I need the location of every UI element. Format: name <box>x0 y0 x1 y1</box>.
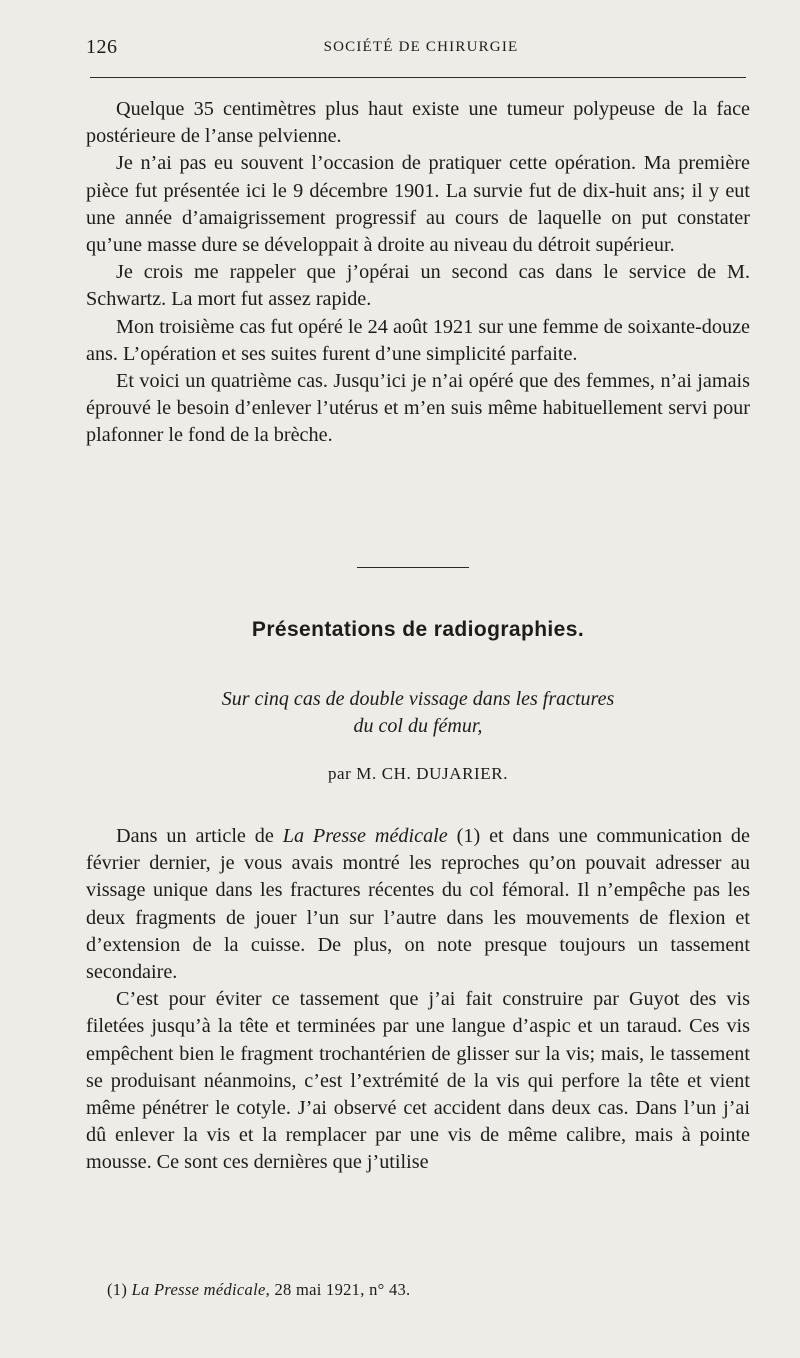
text-block-bottom <box>86 823 750 1177</box>
paragraph: Je n’ai pas eu souvent l’occasion de pratiquer cette opération. Ma première pièce fut présentée ici le 9 décembre 1901. La survie fut de dix-huit ans; il y eut une année d’amaigrissement progressif au cours de laquelle on put constater qu’une masse dure se développait à droite au niveau du détroit supérieur. <box>86 152 750 257</box>
author-byline: par M. CH. DUJARIER. <box>327 764 509 783</box>
text-block-top <box>86 96 750 450</box>
journal-reference: La Presse médicale <box>282 825 448 847</box>
paragraph: C’est pour éviter ce tassement que j’ai fait construire par Guyot des vis filetées jusqu’à la tête et terminées par une langue d’aspic et un taraud. Ces vis empêchent bien le fragment trochantérien de glisser sur la vis; mais, le tassement se produisant néanmoins, c’est l’extrémité de la vis qui perfore la tête et vient même pénétrer le cotyle. J’ai observé cet accident dans deux cas. Dans l’un j’ai dû enlever la vis et la remplacer par une vis de même calibre, mais à pointe mousse. Ce sont ces dernières que j’utilise <box>86 988 750 1174</box>
paragraph: Quelque 35 centimètres plus haut existe une tumeur polypeuse de la face postérieure de l’anse pelvienne. <box>86 98 750 148</box>
paragraph: Je crois me rappeler que j’opérai un second cas dans le service de M. Schwartz. La mort fut assez rapide. <box>86 261 750 311</box>
paragraph-text: (1) et dans une communication de février dernier, je vous avais montré les reproches qu’on pouvait adresser au vissage unique dans les fractures récentes du col fémoral. Il n’empêche pas les deux fragments de jouer l’un sur l’autre dans les mouvements de flexion et d’extension de la cuisse. De plus, on note presque toujours un tassement secondaire. <box>86 825 750 984</box>
header-rule <box>90 77 746 78</box>
article-title-line: du col du fémur, <box>353 715 483 737</box>
footnote-details: , 28 mai 1921, n° 43. <box>265 1280 411 1299</box>
paragraph <box>86 823 750 986</box>
journal-title: SOCIÉTÉ DE CHIRURGIE <box>323 39 519 55</box>
article-title <box>86 686 750 740</box>
footnote <box>107 1280 410 1300</box>
paragraph: Et voici un quatrième cas. Jusqu’ici je n’ai opéré que des femmes, n’ai jamais éprouvé le besoin d’enlever l’utérus et m’en suis même habituellement servi pour plafonner le fond de la brèche. <box>86 370 750 447</box>
paragraph: Mon troisième cas fut opéré le 24 août 1921 sur une femme de soixante-douze ans. L’opération et ses suites furent d’une simplicité parfaite. <box>86 315 750 365</box>
article-title-line: Sur cinq cas de double vissage dans les fractures <box>221 688 615 710</box>
footnote-marker: (1) <box>107 1280 132 1299</box>
section-heading: Présentations de radiographies. <box>251 618 585 641</box>
section-divider <box>357 567 469 568</box>
running-head <box>86 36 746 62</box>
paragraph-text: Dans un article de <box>116 825 283 847</box>
footnote-journal: La Presse médicale <box>131 1280 266 1299</box>
page-number: 126 <box>86 36 118 58</box>
